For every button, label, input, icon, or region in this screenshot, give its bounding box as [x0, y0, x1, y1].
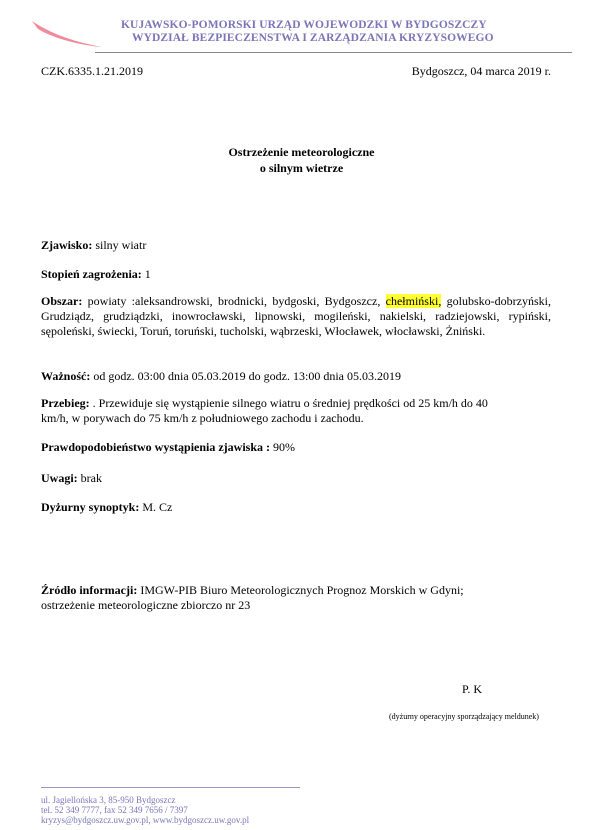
field-zjawisko [41, 238, 551, 253]
label: Źródło informacji: [41, 583, 138, 597]
value: golubsko-dobrzyński, Grudziądz, grudziądzki, inowrocławski, lipnowski, mogileński, nakielski, radziejowski, rypiński, sępoleński, świecki, Toruń, toruński, tucholski, wąbrzeski, Włocławek, włocławski, Żniński. [41, 294, 551, 338]
field-waznosc [41, 369, 551, 384]
highlighted-text: chełmiński, [385, 294, 442, 308]
label: Prawdopodobieństwo wystąpienia zjawiska : [41, 440, 271, 454]
field-przebieg [41, 396, 511, 426]
label: Uwagi: [41, 471, 78, 485]
header-divider [95, 52, 572, 53]
field-zrodlo [41, 583, 511, 613]
field-stopien [41, 267, 551, 282]
value: od godz. 03:00 dnia 05.03.2019 do godz. 13:00 dnia 05.03.2019 [90, 369, 401, 383]
label: Ważność: [41, 369, 91, 383]
signature-name: P. K [462, 682, 483, 696]
value: brak [77, 471, 102, 485]
title-line-2: o silnym wietrze [259, 161, 344, 175]
field-obszar [41, 294, 551, 339]
footer-divider [41, 787, 300, 788]
title-line-1: Ostrzeżenie meteorologiczne [228, 145, 375, 159]
footer-phone: tel. 52 349 7777, fax 52 349 7656 / 7397 [41, 805, 188, 815]
value: 90% [270, 440, 296, 454]
footer-address: ul. Jagiellońska 3, 85-950 Bydgoszcz [41, 795, 176, 805]
label: Stopień zagrożenia: [41, 267, 142, 281]
document-title [0, 144, 603, 176]
label: Dyżurny synoptyk: [41, 500, 140, 514]
field-prawdopodobienstwo [41, 440, 551, 455]
label: Zjawisko: [41, 238, 93, 252]
value: IMGW-PIB Biuro Meteorologicznych Prognoz Morskich w Gdyni; ostrzeżenie meteorologiczne zbiorczo nr 23 [41, 583, 464, 612]
office-logo-swoosh [30, 15, 105, 50]
value: . Przewiduje się wystąpienie silnego wiatru o średniej prędkości od 25 km/h do 40 km/h, w porywach do 75 km/h z południowego zachodu i zachodu. [41, 396, 488, 425]
signature-role: (dyżurny operacyjny sporządzający meldunek) [389, 712, 539, 721]
label: Obszar: [41, 294, 83, 308]
header-office-name: KUJAWSKO-POMORSKI URZĄD WOJEWODZKI W BYDGOSZCZY [121, 19, 487, 31]
field-synoptyk [41, 500, 551, 515]
value: powiaty :aleksandrowski, brodnicki, bydgoski, Bydgoszcz, [82, 294, 386, 308]
value: silny wiatr [92, 238, 147, 252]
place-and-date: Bydgoszcz, 04 marca 2019 r. [411, 64, 551, 78]
value: M. Cz [139, 500, 173, 514]
field-uwagi [41, 471, 551, 486]
value: 1 [141, 267, 151, 281]
header-department-name: WYDZIAŁ BEZPIECZENSTWA I ZARZĄDZANIA KRYZYSOWEGO [132, 32, 494, 44]
label: Przebieg: [41, 396, 90, 410]
reference-number: CZK.6335.1.21.2019 [41, 64, 143, 78]
footer-contact: kryzys@bydgoszcz.uw.gov.pl, www.bydgoszcz.uw.gov.pl [41, 815, 250, 825]
